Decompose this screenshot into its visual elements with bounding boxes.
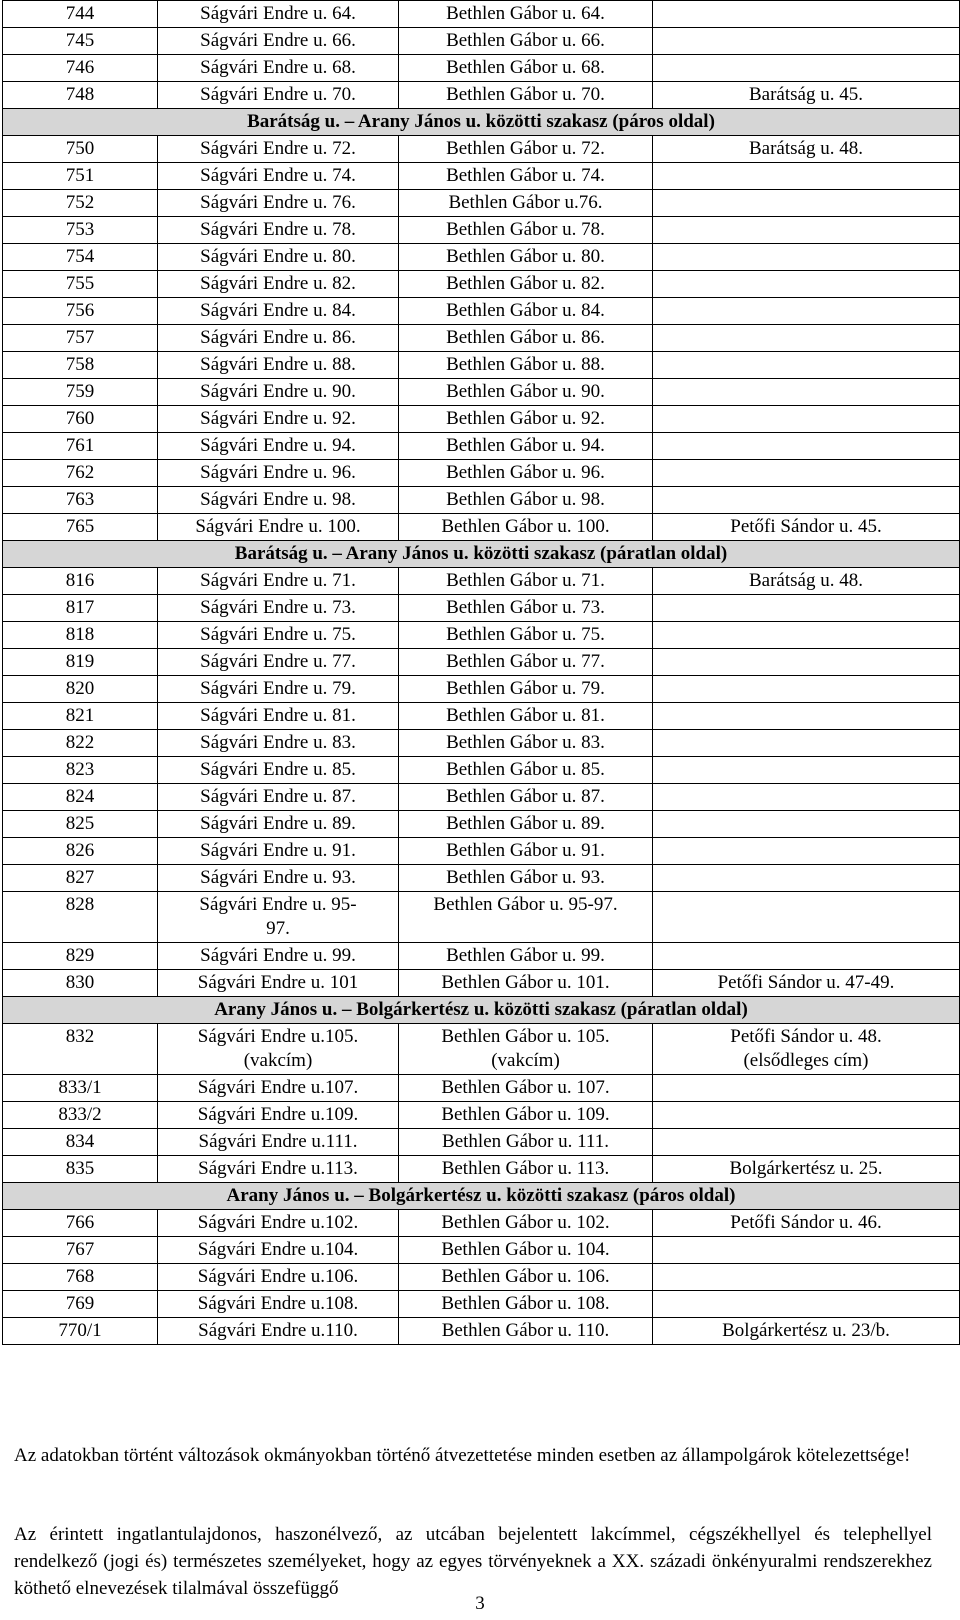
other-address-cell bbox=[653, 190, 960, 217]
parcel-number-cell: 832 bbox=[3, 1024, 158, 1075]
new-address-cell: Bethlen Gábor u. 75. bbox=[399, 622, 653, 649]
parcel-number-cell: 824 bbox=[3, 784, 158, 811]
new-address-cell: Bethlen Gábor u. 113. bbox=[399, 1156, 653, 1183]
new-address-cell: Bethlen Gábor u. 72. bbox=[399, 136, 653, 163]
old-address-cell: Ságvári Endre u. 70. bbox=[158, 82, 399, 109]
other-address-cell bbox=[653, 352, 960, 379]
parcel-number-cell: 762 bbox=[3, 460, 158, 487]
parcel-number-cell: 758 bbox=[3, 352, 158, 379]
parcel-number-cell: 767 bbox=[3, 1237, 158, 1264]
other-address-cell bbox=[653, 1264, 960, 1291]
parcel-number-cell: 760 bbox=[3, 406, 158, 433]
new-address-cell: Bethlen Gábor u. 91. bbox=[399, 838, 653, 865]
table-row bbox=[3, 622, 960, 649]
old-address-cell: Ságvári Endre u. 100. bbox=[158, 514, 399, 541]
old-address-cell: Ságvári Endre u. 83. bbox=[158, 730, 399, 757]
old-address-cell: Ságvári Endre u. 73. bbox=[158, 595, 399, 622]
parcel-number-cell: 757 bbox=[3, 325, 158, 352]
new-address-cell: Bethlen Gábor u. 104. bbox=[399, 1237, 653, 1264]
parcel-number-cell: 752 bbox=[3, 190, 158, 217]
table-row bbox=[3, 943, 960, 970]
table-row bbox=[3, 865, 960, 892]
old-address-cell: Ságvári Endre u. 96. bbox=[158, 460, 399, 487]
new-address-cell: Bethlen Gábor u. 105. (vakcím) bbox=[399, 1024, 653, 1075]
table-row bbox=[3, 892, 960, 943]
old-address-cell: Ságvári Endre u. 86. bbox=[158, 325, 399, 352]
new-address-cell: Bethlen Gábor u. 66. bbox=[399, 28, 653, 55]
note-affected-persons: Az érintett ingatlantulajdonos, haszonélvező, az utcában bejelentett lakcímmel, cégszékhellyel és telephellyel rendelkező (jogi és) természetes személyeket, hogy az egyes törvényeknek a XX. századi önkényuralmi rendszerekhez köthető elnevezések tilalmával összefüggő bbox=[14, 1524, 932, 1599]
old-address-cell: Ságvári Endre u. 64. bbox=[158, 1, 399, 28]
other-address-cell bbox=[653, 1129, 960, 1156]
section-title: Arany János u. – Bolgárkertész u. közötti szakasz (páratlan oldal) bbox=[3, 997, 960, 1024]
other-address-cell bbox=[653, 244, 960, 271]
new-address-cell: Bethlen Gábor u. 108. bbox=[399, 1291, 653, 1318]
other-address-cell: Barátság u. 48. bbox=[653, 136, 960, 163]
parcel-number-cell: 759 bbox=[3, 379, 158, 406]
table-row bbox=[3, 28, 960, 55]
other-address-cell bbox=[653, 811, 960, 838]
new-address-cell: Bethlen Gábor u. 85. bbox=[399, 757, 653, 784]
other-address-cell bbox=[653, 892, 960, 943]
new-address-cell: Bethlen Gábor u. 102. bbox=[399, 1210, 653, 1237]
old-address-cell: Ságvári Endre u. 101 bbox=[158, 970, 399, 997]
table-row bbox=[3, 55, 960, 82]
old-address-cell: Ságvári Endre u. 87. bbox=[158, 784, 399, 811]
old-address-cell: Ságvári Endre u. 94. bbox=[158, 433, 399, 460]
parcel-number-cell: 819 bbox=[3, 649, 158, 676]
parcel-number-cell: 833/2 bbox=[3, 1102, 158, 1129]
old-address-cell: Ságvári Endre u. 95- 97. bbox=[158, 892, 399, 943]
other-address-cell: Barátság u. 48. bbox=[653, 568, 960, 595]
table-row bbox=[3, 487, 960, 514]
parcel-number-cell: 754 bbox=[3, 244, 158, 271]
other-address-cell: Petőfi Sándor u. 45. bbox=[653, 514, 960, 541]
other-address-cell bbox=[653, 703, 960, 730]
other-address-cell bbox=[653, 649, 960, 676]
new-address-cell: Bethlen Gábor u. 89. bbox=[399, 811, 653, 838]
table-row bbox=[3, 352, 960, 379]
new-address-cell: Bethlen Gábor u. 74. bbox=[399, 163, 653, 190]
table-row bbox=[3, 568, 960, 595]
new-address-cell: Bethlen Gábor u. 110. bbox=[399, 1318, 653, 1345]
note-obligation: Az adatokban történt változások okmányokban történő átvezettetése minden esetben az állampolgárok kötelezettsége! bbox=[14, 1445, 911, 1466]
parcel-number-cell: 821 bbox=[3, 703, 158, 730]
old-address-cell: Ságvári Endre u. 80. bbox=[158, 244, 399, 271]
old-address-cell: Ságvári Endre u. 77. bbox=[158, 649, 399, 676]
other-address-cell: Bolgárkertész u. 23/b. bbox=[653, 1318, 960, 1345]
old-address-cell: Ságvári Endre u. 72. bbox=[158, 136, 399, 163]
new-address-cell: Bethlen Gábor u. 68. bbox=[399, 55, 653, 82]
old-address-cell: Ságvári Endre u.111. bbox=[158, 1129, 399, 1156]
old-address-cell: Ságvári Endre u.109. bbox=[158, 1102, 399, 1129]
new-address-cell: Bethlen Gábor u. 99. bbox=[399, 943, 653, 970]
parcel-number-cell: 818 bbox=[3, 622, 158, 649]
old-address-cell: Ságvári Endre u.104. bbox=[158, 1237, 399, 1264]
other-address-cell bbox=[653, 622, 960, 649]
table-row bbox=[3, 1210, 960, 1237]
parcel-number-cell: 763 bbox=[3, 487, 158, 514]
new-address-cell: Bethlen Gábor u. 71. bbox=[399, 568, 653, 595]
table-row bbox=[3, 136, 960, 163]
other-address-cell: Petőfi Sándor u. 47-49. bbox=[653, 970, 960, 997]
other-address-cell bbox=[653, 55, 960, 82]
table-row bbox=[3, 811, 960, 838]
table-row bbox=[3, 1129, 960, 1156]
table-row bbox=[3, 1156, 960, 1183]
old-address-cell: Ságvári Endre u. 92. bbox=[158, 406, 399, 433]
old-address-cell: Ságvári Endre u. 79. bbox=[158, 676, 399, 703]
old-address-cell: Ságvári Endre u. 75. bbox=[158, 622, 399, 649]
other-address-cell bbox=[653, 28, 960, 55]
table-row bbox=[3, 1024, 960, 1075]
new-address-cell: Bethlen Gábor u. 106. bbox=[399, 1264, 653, 1291]
table-row bbox=[3, 1237, 960, 1264]
parcel-number-cell: 817 bbox=[3, 595, 158, 622]
new-address-cell: Bethlen Gábor u. 101. bbox=[399, 970, 653, 997]
table-row bbox=[3, 757, 960, 784]
new-address-cell: Bethlen Gábor u. 77. bbox=[399, 649, 653, 676]
other-address-cell bbox=[653, 838, 960, 865]
table-row bbox=[3, 1075, 960, 1102]
other-address-cell bbox=[653, 163, 960, 190]
other-address-cell: Petőfi Sándor u. 46. bbox=[653, 1210, 960, 1237]
table-row bbox=[3, 460, 960, 487]
table-row bbox=[3, 82, 960, 109]
table-row bbox=[3, 298, 960, 325]
old-address-cell: Ságvári Endre u. 89. bbox=[158, 811, 399, 838]
new-address-cell: Bethlen Gábor u. 79. bbox=[399, 676, 653, 703]
new-address-cell: Bethlen Gábor u. 86. bbox=[399, 325, 653, 352]
other-address-cell: Petőfi Sándor u. 48. (elsődleges cím) bbox=[653, 1024, 960, 1075]
new-address-cell: Bethlen Gábor u. 64. bbox=[399, 1, 653, 28]
old-address-cell: Ságvári Endre u.107. bbox=[158, 1075, 399, 1102]
new-address-cell: Bethlen Gábor u. 98. bbox=[399, 487, 653, 514]
new-address-cell: Bethlen Gábor u. 87. bbox=[399, 784, 653, 811]
parcel-number-cell: 761 bbox=[3, 433, 158, 460]
parcel-number-cell: 820 bbox=[3, 676, 158, 703]
parcel-number-cell: 823 bbox=[3, 757, 158, 784]
other-address-cell bbox=[653, 1, 960, 28]
section-header-row bbox=[3, 1183, 960, 1210]
new-address-cell: Bethlen Gábor u. 83. bbox=[399, 730, 653, 757]
new-address-cell: Bethlen Gábor u. 73. bbox=[399, 595, 653, 622]
table-row bbox=[3, 784, 960, 811]
other-address-cell bbox=[653, 406, 960, 433]
parcel-number-cell: 768 bbox=[3, 1264, 158, 1291]
parcel-number-cell: 744 bbox=[3, 1, 158, 28]
section-header-row bbox=[3, 997, 960, 1024]
parcel-number-cell: 834 bbox=[3, 1129, 158, 1156]
table-row bbox=[3, 1318, 960, 1345]
old-address-cell: Ságvári Endre u. 82. bbox=[158, 271, 399, 298]
other-address-cell bbox=[653, 271, 960, 298]
table-row bbox=[3, 217, 960, 244]
other-address-cell: Bolgárkertész u. 25. bbox=[653, 1156, 960, 1183]
new-address-cell: Bethlen Gábor u. 96. bbox=[399, 460, 653, 487]
table-row bbox=[3, 1, 960, 28]
old-address-cell: Ságvári Endre u. 91. bbox=[158, 838, 399, 865]
old-address-cell: Ságvári Endre u.106. bbox=[158, 1264, 399, 1291]
new-address-cell: Bethlen Gábor u. 70. bbox=[399, 82, 653, 109]
table-row bbox=[3, 379, 960, 406]
parcel-number-cell: 829 bbox=[3, 943, 158, 970]
table-row bbox=[3, 190, 960, 217]
parcel-number-cell: 756 bbox=[3, 298, 158, 325]
new-address-cell: Bethlen Gábor u. 109. bbox=[399, 1102, 653, 1129]
new-address-cell: Bethlen Gábor u. 81. bbox=[399, 703, 653, 730]
other-address-cell bbox=[653, 460, 960, 487]
old-address-cell: Ságvári Endre u. 85. bbox=[158, 757, 399, 784]
other-address-cell bbox=[653, 325, 960, 352]
old-address-cell: Ságvári Endre u.113. bbox=[158, 1156, 399, 1183]
section-title: Arany János u. – Bolgárkertész u. közötti szakasz (páros oldal) bbox=[3, 1183, 960, 1210]
old-address-cell: Ságvári Endre u. 88. bbox=[158, 352, 399, 379]
parcel-number-cell: 833/1 bbox=[3, 1075, 158, 1102]
parcel-number-cell: 746 bbox=[3, 55, 158, 82]
parcel-number-cell: 765 bbox=[3, 514, 158, 541]
old-address-cell: Ságvári Endre u. 78. bbox=[158, 217, 399, 244]
new-address-cell: Bethlen Gábor u. 107. bbox=[399, 1075, 653, 1102]
new-address-cell: Bethlen Gábor u. 82. bbox=[399, 271, 653, 298]
other-address-cell bbox=[653, 1075, 960, 1102]
other-address-cell bbox=[653, 784, 960, 811]
table-row bbox=[3, 595, 960, 622]
old-address-cell: Ságvári Endre u. 68. bbox=[158, 55, 399, 82]
parcel-number-cell: 766 bbox=[3, 1210, 158, 1237]
new-address-cell: Bethlen Gábor u. 111. bbox=[399, 1129, 653, 1156]
section-header-row bbox=[3, 541, 960, 568]
new-address-cell: Bethlen Gábor u. 84. bbox=[399, 298, 653, 325]
parcel-number-cell: 826 bbox=[3, 838, 158, 865]
page-number: 3 bbox=[475, 1593, 485, 1614]
new-address-cell: Bethlen Gábor u.76. bbox=[399, 190, 653, 217]
address-table-body bbox=[3, 1, 960, 1345]
table-row bbox=[3, 514, 960, 541]
other-address-cell bbox=[653, 487, 960, 514]
other-address-cell bbox=[653, 757, 960, 784]
parcel-number-cell: 748 bbox=[3, 82, 158, 109]
other-address-cell bbox=[653, 676, 960, 703]
table-row bbox=[3, 838, 960, 865]
other-address-cell bbox=[653, 217, 960, 244]
other-address-cell bbox=[653, 433, 960, 460]
table-row bbox=[3, 1291, 960, 1318]
other-address-cell bbox=[653, 730, 960, 757]
table-row bbox=[3, 730, 960, 757]
old-address-cell: Ságvári Endre u. 99. bbox=[158, 943, 399, 970]
parcel-number-cell: 755 bbox=[3, 271, 158, 298]
new-address-cell: Bethlen Gábor u. 94. bbox=[399, 433, 653, 460]
other-address-cell bbox=[653, 1291, 960, 1318]
new-address-cell: Bethlen Gábor u. 93. bbox=[399, 865, 653, 892]
new-address-cell: Bethlen Gábor u. 80. bbox=[399, 244, 653, 271]
old-address-cell: Ságvári Endre u. 84. bbox=[158, 298, 399, 325]
table-row bbox=[3, 163, 960, 190]
table-row bbox=[3, 271, 960, 298]
new-address-cell: Bethlen Gábor u. 92. bbox=[399, 406, 653, 433]
parcel-number-cell: 825 bbox=[3, 811, 158, 838]
other-address-cell bbox=[653, 1102, 960, 1129]
section-title: Barátság u. – Arany János u. közötti szakasz (páratlan oldal) bbox=[3, 541, 960, 568]
old-address-cell: Ságvári Endre u. 76. bbox=[158, 190, 399, 217]
other-address-cell bbox=[653, 1237, 960, 1264]
section-title: Barátság u. – Arany János u. közötti szakasz (páros oldal) bbox=[3, 109, 960, 136]
table-row bbox=[3, 433, 960, 460]
old-address-cell: Ságvári Endre u. 81. bbox=[158, 703, 399, 730]
new-address-cell: Bethlen Gábor u. 100. bbox=[399, 514, 653, 541]
table-row bbox=[3, 649, 960, 676]
old-address-cell: Ságvári Endre u. 66. bbox=[158, 28, 399, 55]
parcel-number-cell: 822 bbox=[3, 730, 158, 757]
other-address-cell bbox=[653, 298, 960, 325]
parcel-number-cell: 835 bbox=[3, 1156, 158, 1183]
section-header-row bbox=[3, 109, 960, 136]
new-address-cell: Bethlen Gábor u. 88. bbox=[399, 352, 653, 379]
parcel-number-cell: 750 bbox=[3, 136, 158, 163]
table-row bbox=[3, 970, 960, 997]
old-address-cell: Ságvári Endre u.110. bbox=[158, 1318, 399, 1345]
other-address-cell bbox=[653, 865, 960, 892]
parcel-number-cell: 830 bbox=[3, 970, 158, 997]
old-address-cell: Ságvári Endre u. 74. bbox=[158, 163, 399, 190]
new-address-cell: Bethlen Gábor u. 95-97. bbox=[399, 892, 653, 943]
parcel-number-cell: 751 bbox=[3, 163, 158, 190]
new-address-cell: Bethlen Gábor u. 78. bbox=[399, 217, 653, 244]
address-table bbox=[2, 0, 960, 1345]
parcel-number-cell: 769 bbox=[3, 1291, 158, 1318]
other-address-cell bbox=[653, 379, 960, 406]
parcel-number-cell: 827 bbox=[3, 865, 158, 892]
other-address-cell: Barátság u. 45. bbox=[653, 82, 960, 109]
other-address-cell bbox=[653, 943, 960, 970]
old-address-cell: Ságvári Endre u. 93. bbox=[158, 865, 399, 892]
other-address-cell bbox=[653, 595, 960, 622]
parcel-number-cell: 816 bbox=[3, 568, 158, 595]
old-address-cell: Ságvári Endre u.102. bbox=[158, 1210, 399, 1237]
parcel-number-cell: 745 bbox=[3, 28, 158, 55]
table-row bbox=[3, 703, 960, 730]
parcel-number-cell: 753 bbox=[3, 217, 158, 244]
table-row bbox=[3, 676, 960, 703]
table-row bbox=[3, 406, 960, 433]
old-address-cell: Ságvári Endre u.105. (vakcím) bbox=[158, 1024, 399, 1075]
old-address-cell: Ságvári Endre u. 90. bbox=[158, 379, 399, 406]
table-row bbox=[3, 1264, 960, 1291]
table-row bbox=[3, 1102, 960, 1129]
parcel-number-cell: 828 bbox=[3, 892, 158, 943]
old-address-cell: Ságvári Endre u. 98. bbox=[158, 487, 399, 514]
new-address-cell: Bethlen Gábor u. 90. bbox=[399, 379, 653, 406]
table-row bbox=[3, 325, 960, 352]
old-address-cell: Ságvári Endre u. 71. bbox=[158, 568, 399, 595]
parcel-number-cell: 770/1 bbox=[3, 1318, 158, 1345]
old-address-cell: Ságvári Endre u.108. bbox=[158, 1291, 399, 1318]
table-row bbox=[3, 244, 960, 271]
